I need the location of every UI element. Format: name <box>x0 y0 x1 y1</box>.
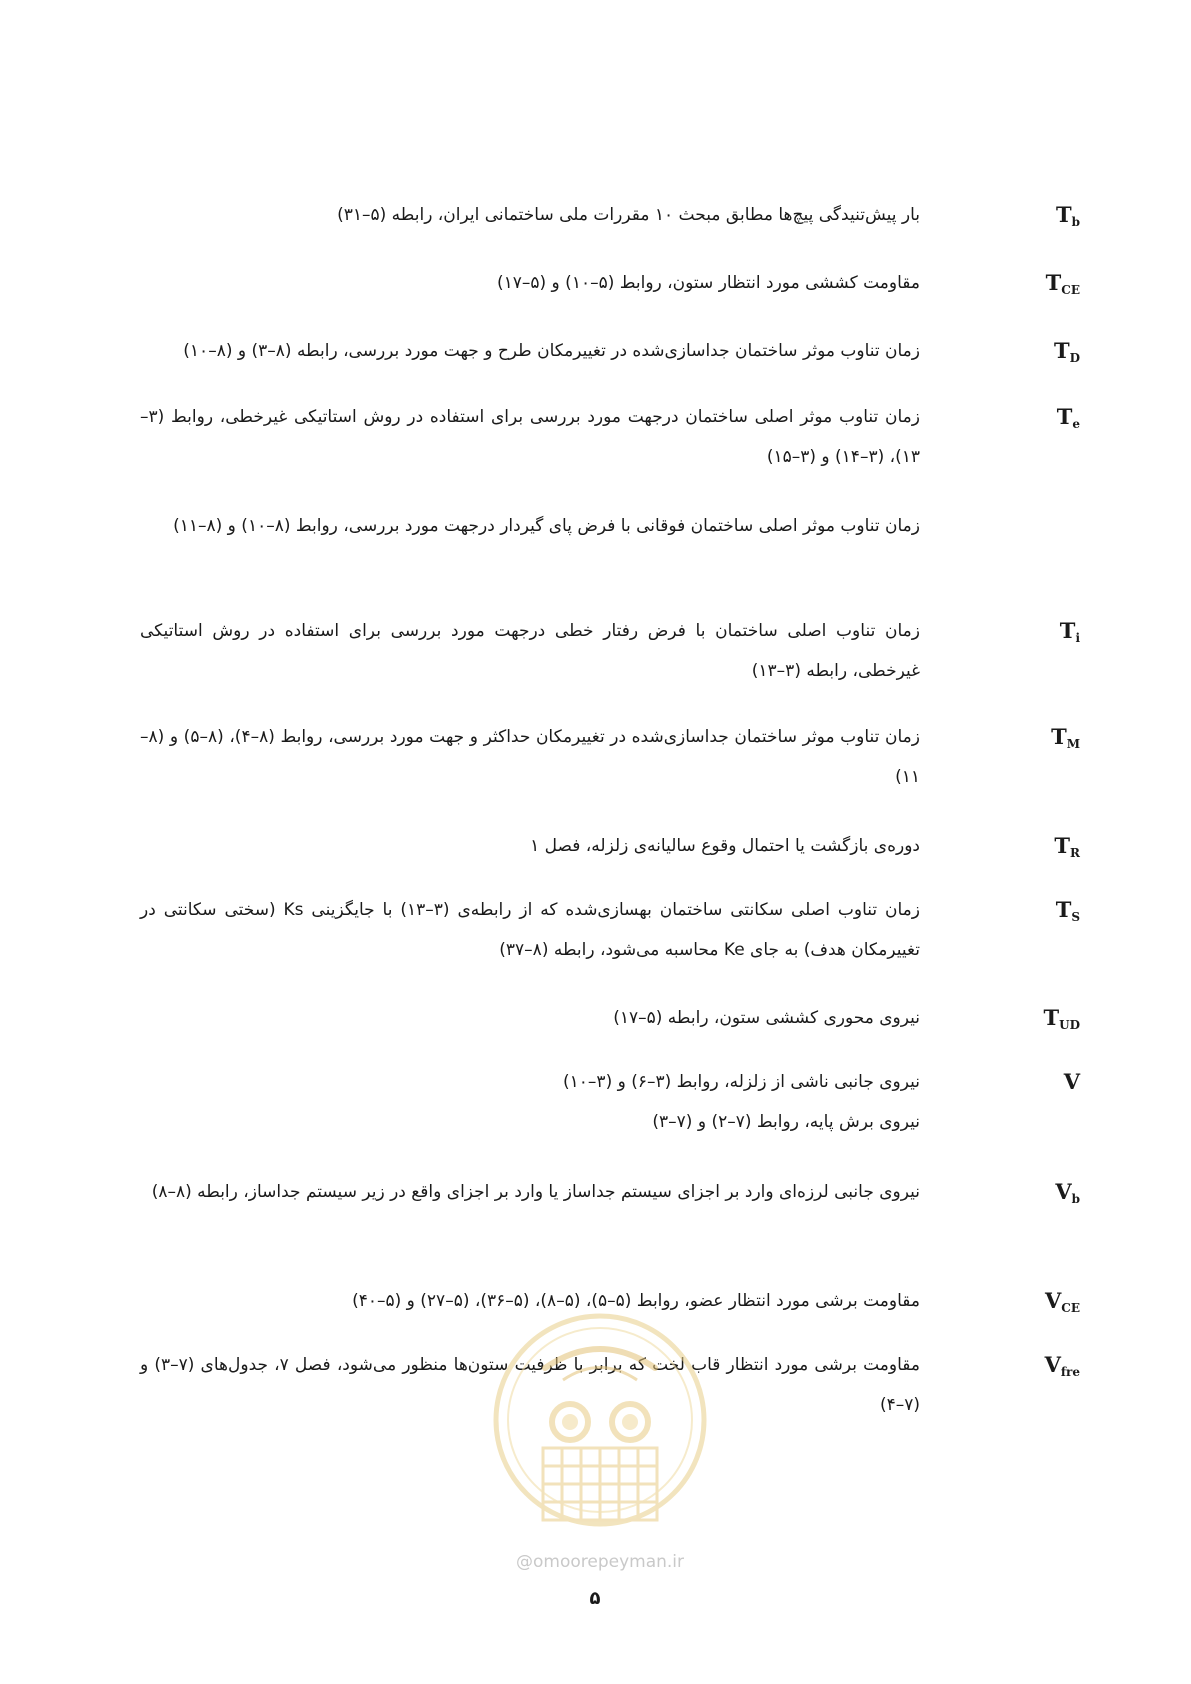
definition: مقاومت کششی مورد انتظار ستون، روابط (۵–۱۰) و (۵–۱۷) <box>496 273 920 293</box>
definition: زمان تناوب موثر اصلی ساختمان درجهت مورد بررسی برای استفاده در روش استاتیکی غیرخطی، روابط (۳–۱۳)، (۳–۱۴) و (۳–۱۵) <box>140 407 920 467</box>
definition: مقاومت برشی مورد انتظار قاب لخت که برابر با ظرفیت ستون‌ها منظور می‌شود، فصل ۷، جدول‌های (۷–۳) و (۷–۴) <box>140 1355 920 1415</box>
symbol: $T_M$ <box>1051 724 1080 751</box>
symbol: $T_D$ <box>1053 338 1080 365</box>
page-number: ۵ <box>589 1588 601 1609</box>
symbol: $T_R$ <box>1054 833 1080 860</box>
definition: زمان تناوب اصلی ساختمان با فرض رفتار خطی درجهت مورد بررسی برای استفاده در روش استاتیکی غیرخطی، رابطه (۳–۱۳) <box>140 621 920 681</box>
definition: بار پیش‌تنیدگی پیچ‌ها مطابق مبحث ۱۰ مقررات ملی ساختمانی ایران، رابطه (۵–۳۱) <box>337 205 920 225</box>
definition: نیروی جانبی ناشی از زلزله، روابط (۳–۶) و (۳–۱۰) نیروی برش پایه، روابط (۷–۲) و (۷–۳) <box>563 1072 920 1132</box>
definition: زمان تناوب موثر اصلی ساختمان فوقانی با فرض پای گیردار درجهت مورد بررسی، روابط (۸–۱۰) و (۸–۱۱) <box>173 516 920 536</box>
definition: زمان تناوب اصلی سکانتی ساختمان بهسازی‌شده که از رابطه‌ی (۳–۱۳) با جایگزینی Ks (سختی سکانتی در تغییرمکان هدف) به جای Ke محاسبه می‌شود، رابطه (۸–۳۷) <box>140 900 920 960</box>
definition: دوره‌ی بازگشت یا احتمال وقوع سالیانه‌ی زلزله، فصل ۱ <box>530 836 920 856</box>
definition: زمان تناوب موثر ساختمان جداسازی‌شده در تغییرمکان طرح و جهت مورد بررسی، رابطه (۸–۳) و (۸–۱۰) <box>183 341 920 361</box>
omoore-peyman-seal-logo <box>485 1310 715 1550</box>
symbol: $V_b$ <box>1055 1179 1080 1206</box>
watermark-site-text: @omoorepeyman.ir <box>515 1552 685 1572</box>
definition: مقاومت برشی مورد انتظار عضو، روابط (۵–۵)، (۵–۸)، (۵–۳۶)، (۵–۲۷) و (۵–۴۰) <box>352 1291 920 1311</box>
symbol: $T_e$ <box>1056 404 1080 431</box>
definition: زمان تناوب موثر ساختمان جداسازی‌شده در تغییرمکان حداکثر و جهت مورد بررسی، روابط (۸–۴)، (۸–۵) و (۸–۱۱) <box>140 727 920 787</box>
symbol: $V_{fre}$ <box>1044 1352 1080 1379</box>
symbol: $T_i$ <box>1059 618 1080 645</box>
definition: نیروی محوری کششی ستون، رابطه (۵–۱۷) <box>613 1008 920 1028</box>
symbol: $T_{CE}$ <box>1045 270 1080 297</box>
symbol: $T_S$ <box>1055 897 1080 924</box>
symbol: $V_{CE}$ <box>1045 1288 1080 1315</box>
symbol: V <box>1063 1069 1080 1094</box>
symbol: $T_{UD}$ <box>1043 1005 1080 1032</box>
definition: نیروی جانبی لرزه‌ای وارد بر اجزای سیستم جداساز یا وارد بر اجزای واقع در زیر سیستم جداساز، رابطه (۸–۸) <box>151 1182 920 1202</box>
symbol: $T_b$ <box>1055 202 1080 229</box>
